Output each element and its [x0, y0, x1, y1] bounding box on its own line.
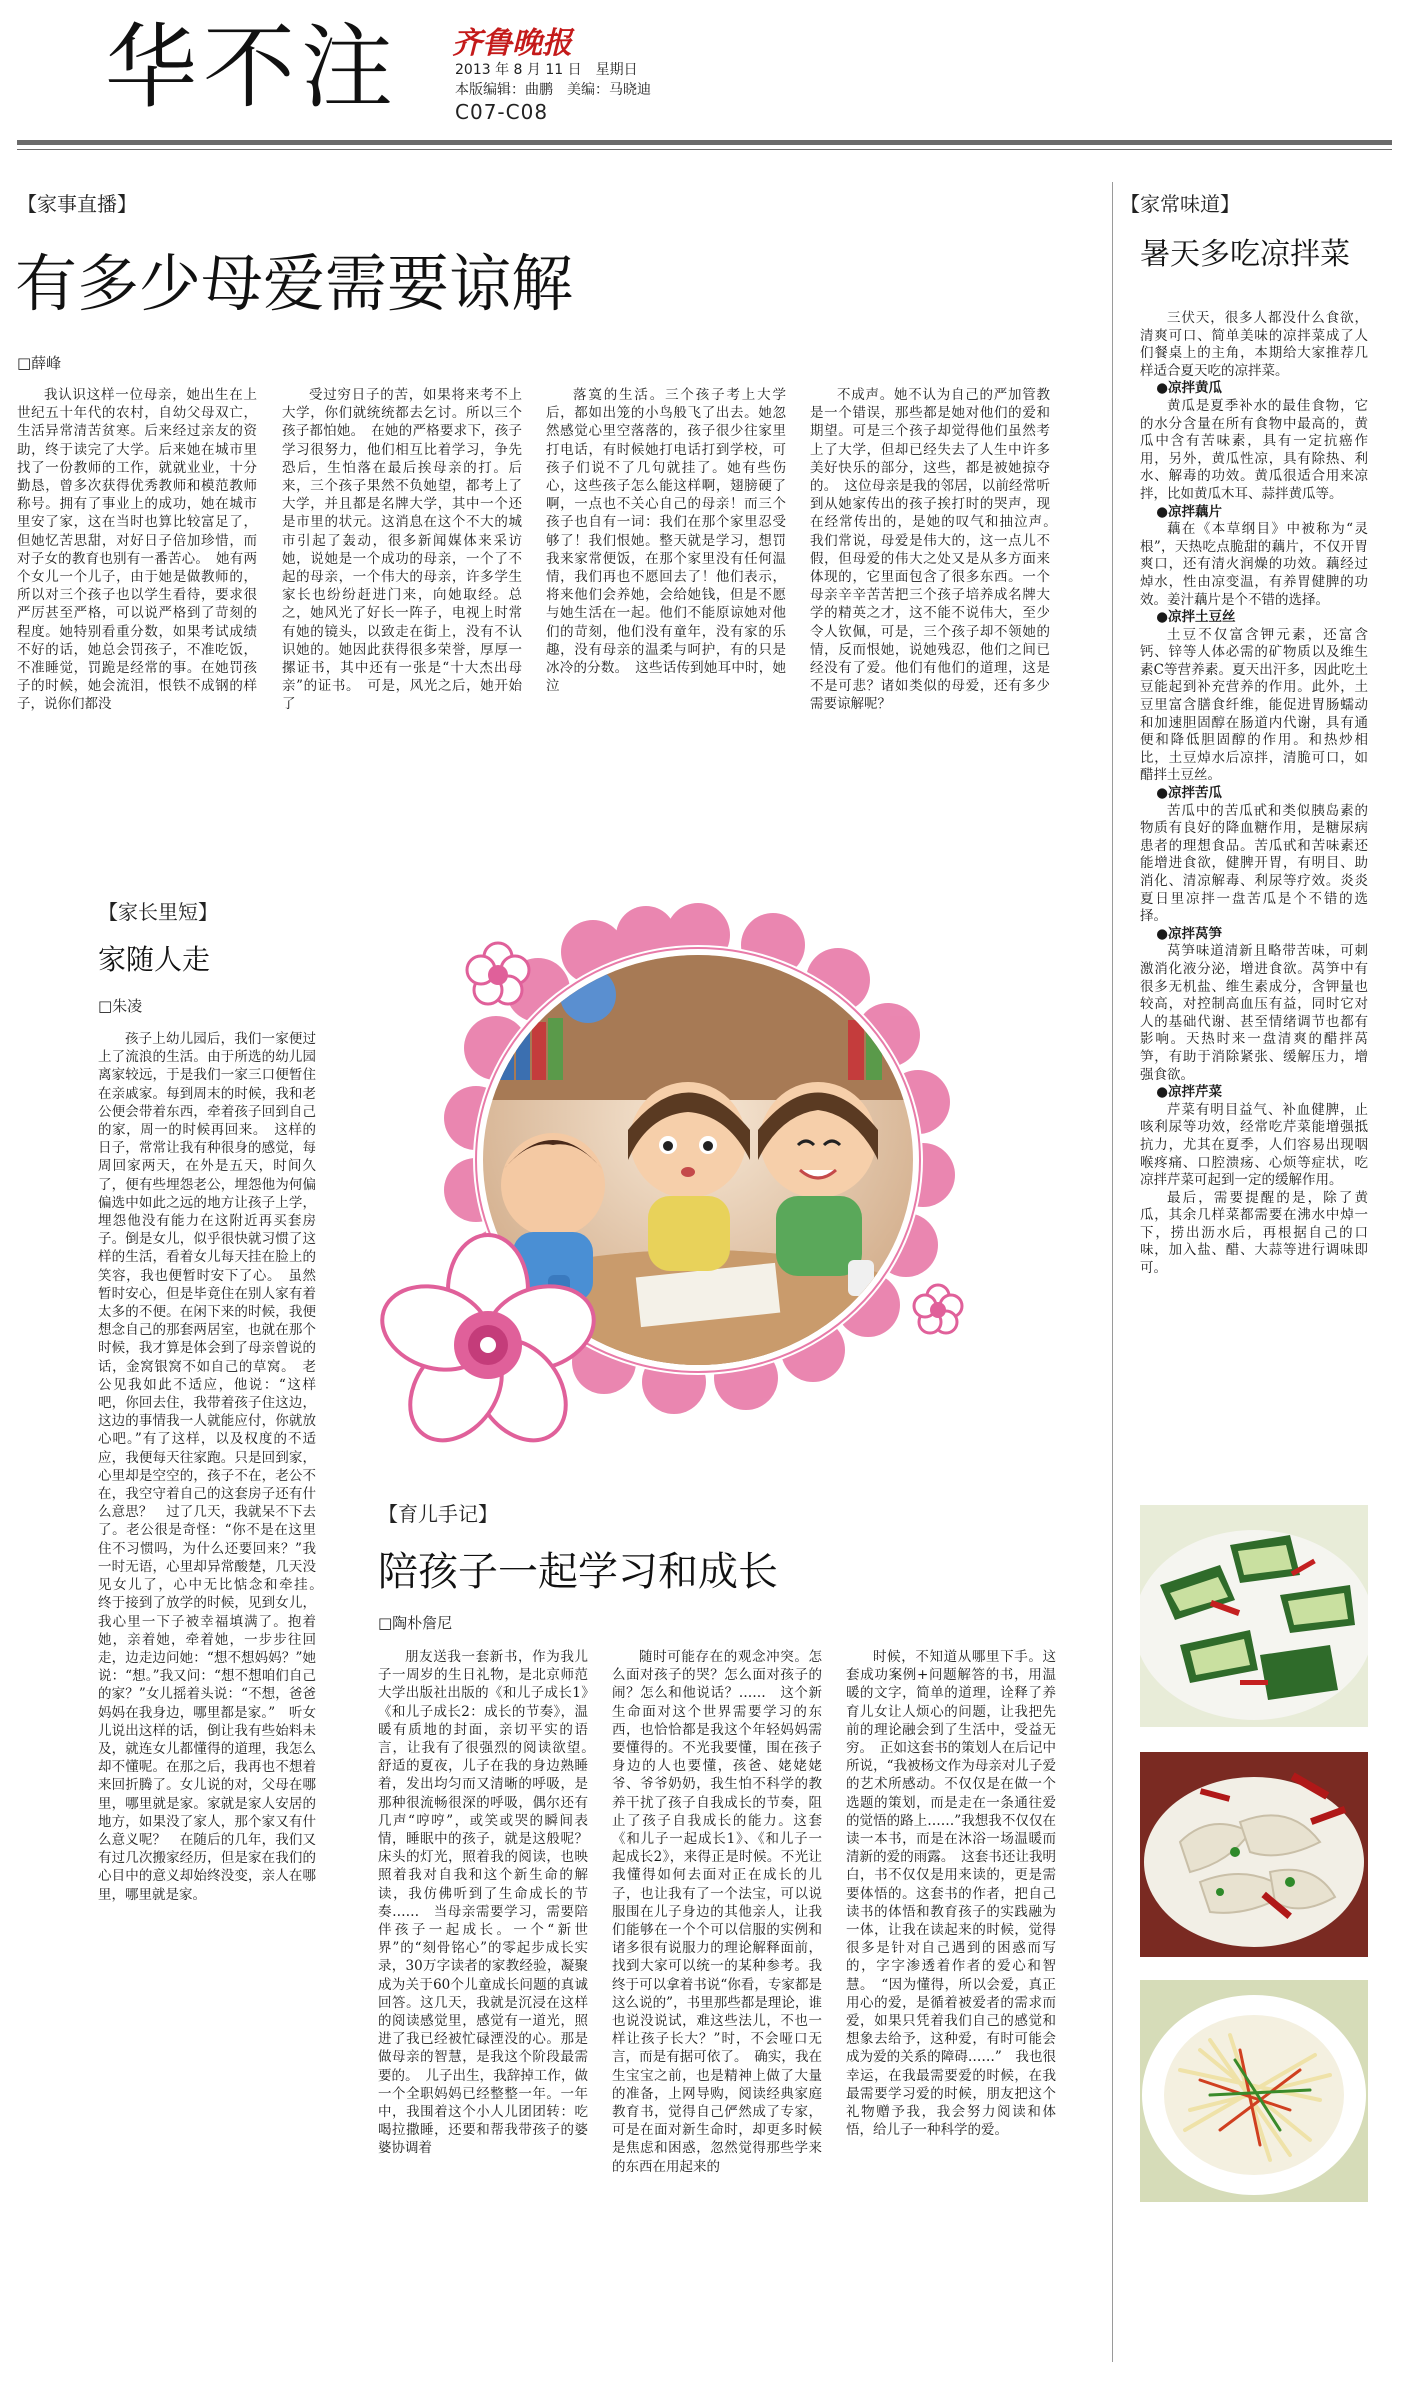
sidebar-item-text: 土豆不仅富含钾元素，还富含钙、锌等人体必需的矿物质以及维生素C等营养素。夏天出汗多，因此吃土豆能起到补充营养的作用。此外，土豆里富含膳食纤维，能促进胃肠蠕动和加速胆固醇在肠道内代谢，具有通便和降低胆固醇的作用。和热炒相比，土豆焯水后凉拌，清脆可口，如醋拌土豆丝。: [1140, 626, 1368, 784]
main-article-tag: 【家事直播】: [17, 192, 137, 216]
sidebar-outro: 最后，需要提醒的是，除了黄瓜，其余几样菜都需要在沸水中焯一下，捞出沥水后，再根据自己的口味，加入盐、醋、大蒜等进行调味即可。: [1140, 1189, 1368, 1277]
bottom-article-tag: 【育儿手记】: [378, 1502, 498, 1526]
left-article-author: □朱凌: [98, 997, 143, 1015]
cucumber-salad-photo: [1140, 1505, 1368, 1727]
sidebar-item-text: 苦瓜中的苦瓜甙和类似胰岛素的物质有良好的降血糖作用，是糖尿病患者的理想食品。苦瓜甙和苦味素还能增进食欲，健脾开胃，有明目、助消化、清凉解毒、利尿等疗效。炎炎夏日里凉拌一盘苦瓜是个不错的选择。: [1140, 802, 1368, 925]
sidebar-title: 暑天多吃凉拌菜: [1140, 237, 1350, 272]
children-illustration: [378, 840, 1018, 1480]
main-article-title: 有多少母爱需要谅解: [15, 247, 574, 320]
main-article-author: □薛峰: [17, 354, 62, 372]
bottom-article-author: □陶朴詹尼: [378, 1614, 453, 1632]
sidebar-item-text: 莴笋味道清新且略带苦味，可刺激消化液分泌，增进食欲。莴笋中有很多无机盐、维生素成分，含钾量也较高，对控制高血压有益，同时它对人的基础代谢、甚至情绪调节也都有影响。天热时来一盘清爽的醋拌莴笋，有助于消除紧张、缓解压力，增强食欲。: [1140, 943, 1368, 1083]
main-article-col-2: 受过穷日子的苦，如果将来考不上大学，你们就统统都去乞讨。所以三个孩子都怕她。 在她的严格要求下，孩子学习很努力，他们相互比着学习，争先恐后，生怕落在最后挨母亲的打。后来，三个孩子果然不负她望，都考上了大学，并且都是名牌大学，其中一个还是市里的状元。这消息在这个不大的城市引起了轰动，很多新闻媒体来采访她，说她是一个成功的母亲，一个了不起的母亲，一个伟大的母亲，许多学生家长也纷纷赶进门来，向她取经。总之，她风光了好长一阵子，电视上时常有她的镜头，以致走在街上，没有不认识她的。她因此获得很多荣誉，厚厚一摞证书，其中还有一张是“十大杰出母亲”的证书。 可是，风光之后，她开始了: [282, 387, 522, 713]
bottom-article-col-3: 时候，不知道从哪里下手。这套成功案例+问题解答的书，用温暖的文字，简单的道理，诠释了养育儿女让人烦心的问题，让我把先前的理论融会到了生活中，受益无穷。 正如这套书的策划人在后记中所说，“我被杨文作为母亲对儿子爱的艺术所感动。不仅仅是在做一个选题的策划，而是走在一条通往爱的觉悟的路上……”我想我不仅仅在读一本书，而是在沐浴一场温暖而清新的爱的雨露。 这套书还让我明白，书不仅仅是用来读的，更是需要体悟的。这套书的作者，把自己读书的体悟和教育孩子的实践融为一体，让我在读起来的时候，觉得很多是针对自己遇到的困惑而写的，字字渗透着作者的爱心和智慧。 “因为懂得，所以会爱，真正用心的爱，是循着被爱者的需求而爱，如果只凭着我们自己的感觉和想象去给予，这种爱，有时可能会成为爱的关系的障碍……” 我也很幸运，在我最需要爱的时候，在我最需要学习爱的时候，朋友把这个礼物赠予我，我会努力阅读和体悟，给儿子一种科学的爱。: [846, 1649, 1056, 2139]
page-range: C07-C08: [455, 100, 549, 124]
sidebar-item-name: ●凉拌藕片: [1156, 503, 1222, 520]
sidebar-tag: 【家常味道】: [1120, 192, 1240, 216]
left-article-text: 孩子上幼儿园后，我们一家便过上了流浪的生活。由于所选的幼儿园离家较远，于是我们一家三口便暂住在亲戚家。每到周末的时候，我和老公便会带着东西，牵着孩子回到自己的家，周一的时候再回来。 这样的日子，常常让我有种很身的感觉，每周回家两天，在外是五天，时间久了，便有些埋怨老公，埋怨他为何偏偏选中如此之远的地方让孩子上学，埋怨他没有能力在这附近再买套房子。倒是女儿，似乎很快就习惯了这样的生活，看着女儿每天挂在脸上的笑容，我也便暂时安下了心。 虽然暂时安心，但是毕竟住在别人家有着太多的不便。在闲下来的时候，我便想念自己的那套两居室，也就在那个时候，我才算是体会到了母亲曾说的话，金窝银窝不如自己的草窝。 老公见我如此不适应，他说：“这样吧，你回去住，我带着孩子住这边，这边的事情我一人就能应付，你就放心吧。”有了这样，以及权度的不适应，我便每天往家跑。只是回到家，心里却是空空的，孩子不在，老公不在，我空守着自己的这套房子还有什么意思？ 过了几天，我就呆不下去了。老公很是奇怪：“你不是在这里住不习惯吗，为什么还要回来？”我一时无语，心里却异常酸楚，几天没见女儿了，心中无比惦念和牵挂。 终于接到了放学的时候，见到女儿，我心里一下子被幸福填满了。抱着她，亲着她，牵着她，一步步往回走，边走边问她：“想不想妈妈？”她说：“想。”我又问：“想不想咱们自己的家？”女儿摇着头说：“不想，爸爸妈妈在我身边，哪里都是家。” 听女儿说出这样的话，倒让我有些始料未及，就连女儿都懂得的道理，我怎么却不懂呢。在那之后，我再也不想着来回折腾了。女儿说的对，父母在哪里，哪里就是家。家就是家人安居的地方，如果没了家人，那个家又有什么意义呢？ 在随后的几年，我们又有过几次搬家经历，但是家在我们的心目中的意义却始终没变，亲人在哪里，哪里就是家。: [98, 1031, 330, 1903]
sidebar-body: [1140, 310, 1368, 1278]
date-line: 2013 年 8 月 11 日 星期日: [455, 62, 638, 78]
editor-line: 本版编辑：曲鹏 美编：马晓迪: [455, 82, 651, 98]
sidebar-item-name: ●凉拌黄瓜: [1156, 380, 1222, 397]
bottom-article-col-2: 随时可能存在的观念冲突。怎么面对孩子的哭？怎么面对孩子的闹？怎么和他说话？…… 这个新生命面对这个世界需要学习的东西，也恰恰都是我这个年轻妈妈需要懂得的。不光我要懂，围在孩子身边的人也要懂，孩爸、姥姥姥爷、爷爷奶奶，我生怕不科学的教养干扰了孩子自我成长的节奏，阻止了孩子自我成长的能力。这套《和儿子一起成长1》、《和儿子一起成长2》，来得正是时候。不光让我懂得如何去面对正在成长的儿子，也让我有了一个法宝，可以说服围在儿子身边的其他亲人，让我们能够在一个个可以信服的实例和诸多很有说服力的理论解释面前，找到大家可以统一的某种参考。我终于可以拿着书说“你看，专家都是这么说的”，书里那些都是理论，谁也说没说试，难这些法儿，不也一样让孩子长大？”时，不会哑口无言，而是有据可依了。 确实，我在生宝宝之前，也是精神上做了大量的准备，上网导购，阅读经典家庭教育书，觉得自己俨然成了专家，可是在面对新生命时，却更多时候是焦虑和困惑，忽然觉得那些学来的东西在用起来的: [612, 1649, 822, 2175]
header-rule: [17, 140, 1392, 145]
sidebar-intro: 三伏天，很多人都没什么食欲，清爽可口、简单美味的凉拌菜成了人们餐桌上的主角，本期给大家推荐几样适合夏天吃的凉拌菜。: [1140, 310, 1368, 379]
flower-frame: [378, 840, 1018, 1480]
column-divider: [1112, 182, 1113, 2362]
sidebar-item-name: ●凉拌芹菜: [1156, 1084, 1222, 1101]
newspaper-logo: 齐鲁晚报: [452, 26, 572, 61]
sidebar-item-text: 黄瓜是夏季补水的最佳食物，它的水分含量在所有食物中最高的，黄瓜中含有苦味素，具有一定抗癌作用，另外，黄瓜性凉，具有除热、利水、解毒的功效。黄瓜很适合用来凉拌，比如黄瓜木耳、蒜拌黄瓜等。: [1140, 397, 1368, 502]
main-article-col-3: 落寞的生活。三个孩子考上大学后，都如出笼的小鸟般飞了出去。她忽然感觉心里空落落的，孩子很少往家里打电话，有时候她打电话打到学校，可孩子们说不了几句就挂了。她有些伤心，这些孩子怎么能这样啊，翅膀硬了啊，一点也不关心自己的母亲！而三个孩子也自有一词：我们在那个家里忍受够了！我们恨她。整天就是学习，想罚我来家常便饭，在那个家里没有任何温情，我们再也不愿回去了！他们表示，将来他们会养她，会给她钱，但是不愿与她生活在一起。他们不能原谅她对他们的苛刻，他们没有童年，没有家的乐趣，没有母亲的温柔与呵护，有的只是冰冷的分数。 这些话传到她耳中时，她泣: [546, 387, 786, 695]
main-article-col-4: 不成声。她不认为自己的严加管教是一个错误，那些都是她对他们的爱和期望。可是三个孩子却觉得他们虽然考上了大学，但却已经失去了人生中许多美好快乐的部分，这些，都是被她掠夺的。 这位母亲是我的邻居，以前经常听到从她家传出的孩子挨打时的哭声，现在经常传出的，是她的叹气和抽泣声。 我们常说，母爱是伟大的，这一点儿不假，但母爱的伟大之处又是从多方面来体现的，它里面包含了很多东西。一个母亲辛辛苦苦把三个孩子培养成名牌大学的精英之才，这不能不说伟大，至少令人钦佩，可是，三个孩子却不领她的情，反而恨她，说她残忍，他们之间已经没有了爱。他们有他们的道理，这是不是可悲？诸如类似的母爱，还有多少需要谅解呢？: [810, 387, 1064, 713]
bottom-article-col-1: 朋友送我一套新书，作为我儿子一周岁的生日礼物，是北京师范大学出版社出版的《和儿子成长1》《和儿子成长2：成长的节奏》，温暖有质地的封面，亲切平实的语言，让我有了很强烈的阅读欲望。 舒适的夏夜，儿子在我的身边熟睡着，发出均匀而又清晰的呼吸，是那种很流畅很深的呼吸，偶尔还有几声“哼哼”，或笑或哭的瞬间表情，睡眠中的孩子，就是这般呢？ 床头的灯光，照着我的阅读，也映照着我对自我和这个新生命的解读，我仿佛听到了生命成长的节奏…… 当母亲需要学习，需要陪伴孩子一起成长。一个“新世界”的“刻骨铭心”的零起步成长实录，30万字读者的家教经验，凝聚成为关于60个儿童成长问题的真诚回答。这几天，我就是沉浸在这样的阅读感觉里，感觉有一道光，照进了我已经被忙碌湮没的心。那是做母亲的智慧，是我这个阶段最需要的。 儿子出生，我辞掉工作，做一个全职妈妈已经整整一年。一年中，我围着这个小人儿团团转：吃喝拉撒睡，还要和帮我带孩子的婆婆协调着: [378, 1649, 602, 2157]
sidebar-item-name: ●凉拌土豆丝: [1156, 609, 1236, 626]
section-title: 华不注: [105, 14, 400, 121]
lotus-root-salad-photo: [1140, 1752, 1368, 1957]
left-article-title: 家随人走: [98, 943, 211, 976]
potato-shred-salad-photo: [1140, 1980, 1368, 2202]
sidebar-item-name: ●凉拌苦瓜: [1156, 785, 1222, 802]
sidebar-item-text: 芹菜有明目益气、补血健脾，止咳利尿等功效，经常吃芹菜能增强抵抗力，尤其在夏季，人们容易出现咽喉疼痛、口腔溃疡、心烦等症状，吃凉拌芹菜可起到一定的缓解作用。: [1140, 1101, 1368, 1189]
main-article-col-1: 我认识这样一位母亲，她出生在上世纪五十年代的农村，自幼父母双亡，生活异常清苦贫寒。后来经过亲友的资助，终于读完了大学。后来她在城市里找了一份教师的工作，就就业业，十分勤恳，曾多次获得优秀教师和模范教师称号。拥有了事业上的成功，她在城市里安了家，这在当时也算比较富足了，但她忆苦思甜，对好日子倍加珍惜，而对子女的教育也别有一番苦心。 她有两个女儿一个儿子，由于她是做教师的，所以对三个孩子也以学生看待，要求很严厉甚至严格，可以说严格到了苛刻的程度。她特别看重分数，如果考试成绩不好的话，她总会罚孩子，不准吃饭，不准睡觉，罚跪是经常的事。在她罚孩子的时候，她会流泪，恨铁不成钢的样子，说你们都没: [17, 387, 257, 713]
left-article-tag: 【家长里短】: [98, 900, 218, 924]
bottom-article-title: 陪孩子一起学习和成长: [378, 1549, 778, 1595]
header-rule-thin: [17, 149, 1392, 150]
sidebar-item-name: ●凉拌莴笋: [1156, 925, 1222, 942]
sidebar-item-text: 藕在《本草纲目》中被称为“灵根”，天热吃点脆甜的藕片，不仅开胃爽口，还有清火润燥的功效。藕经过焯水，性由凉变温，有养胃健脾的功效。姜汁藕片是个不错的选择。: [1140, 521, 1368, 608]
